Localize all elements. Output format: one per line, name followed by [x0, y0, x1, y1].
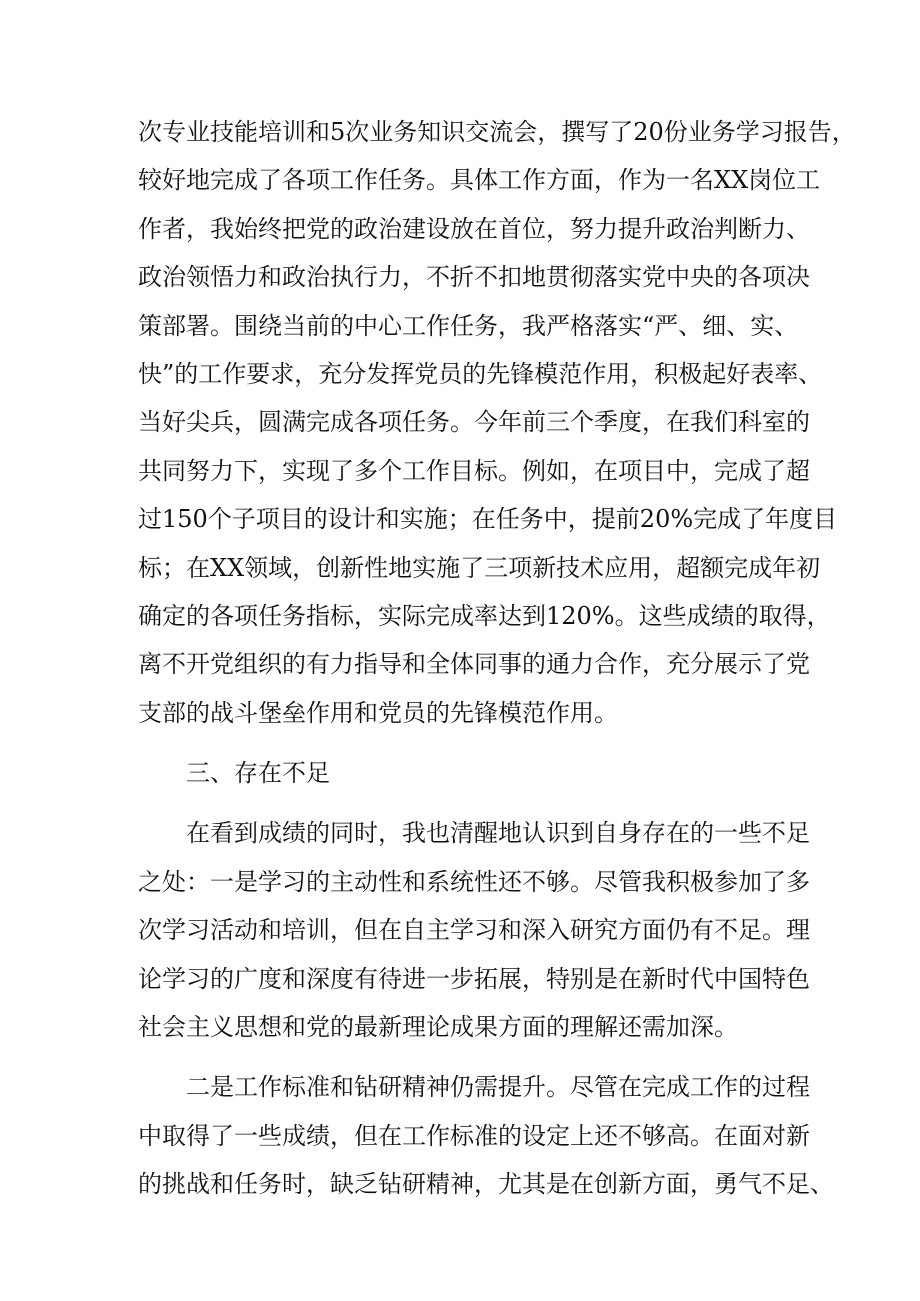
text-line: 次专业技能培训和5次业务知识交流会，撰写了20份业务学习报告，: [138, 118, 856, 146]
text-line: 的挑战和任务时，缺乏钻研精神，尤其是在创新方面，勇气不足、: [138, 1170, 834, 1199]
text-line: 策部署。围绕当前的中心工作任务，我严格落实“严、细、实、: [138, 311, 799, 340]
text-line: 社会主义思想和党的最新理论成果方面的理解还需加深。: [138, 1013, 738, 1042]
text-line: 作者，我始终把党的政治建设放在首位，努力提升政治判断力、: [138, 214, 810, 243]
document-body: [138, 108, 856, 1209]
paragraph-shortcomings-study: [138, 809, 810, 1051]
paragraph-achievements: [138, 108, 856, 737]
paragraph-spacer: [138, 1051, 798, 1063]
text-line: 论学习的广度和深度有待进一步拓展，特别是在新时代中国特色: [138, 964, 810, 993]
text-line: 较好地完成了各项工作任务。具体工作方面，作为一名XX岗位工: [138, 166, 821, 195]
section-heading: 三、存在不足: [186, 759, 330, 788]
paragraph-shortcomings-standards: [138, 1063, 834, 1208]
text-line: 当好尖兵，圆满完成各项任务。今年前三个季度，在我们科室的: [138, 408, 810, 437]
text-line: 离不开党组织的有力指导和全体同事的通力合作，充分展示了党: [138, 650, 810, 679]
text-line: 政治领悟力和政治执行力，不折不扣地贯彻落实党中央的各项决: [138, 263, 810, 292]
text-line: 共同努力下，实现了多个工作目标。例如，在项目中，完成了超: [138, 456, 810, 485]
text-line: 过150个子项目的设计和实施；在任务中，提前20%完成了年度目: [138, 505, 838, 534]
text-line: 次学习活动和培训，但在自主学习和深入研究方面仍有不足。理: [138, 916, 810, 945]
text-line: 之处：一是学习的主动性和系统性还不够。尽管我积极参加了多: [138, 867, 810, 896]
paragraph-spacer: [138, 737, 798, 749]
text-line: 二是工作标准和钻研精神仍需提升。尽管在完成工作的过程: [186, 1073, 810, 1102]
text-line: 在看到成绩的同时，我也清醒地认识到自身存在的一些不足: [186, 819, 810, 848]
text-line: 支部的战斗堡垒作用和党员的先锋模范作用。: [138, 698, 618, 727]
text-line: 中取得了一些成绩，但在工作标准的设定上还不够高。在面对新: [138, 1121, 810, 1150]
text-line: 快”的工作要求，充分发挥党员的先锋模范作用，积极起好表率、: [138, 359, 823, 388]
text-line: 标；在XX领域，创新性地实施了三项新技术应用，超额完成年初: [138, 553, 821, 582]
paragraph-spacer: [138, 797, 798, 809]
text-line: 确定的各项任务指标，实际完成率达到120%。这些成绩的取得，: [138, 601, 831, 630]
